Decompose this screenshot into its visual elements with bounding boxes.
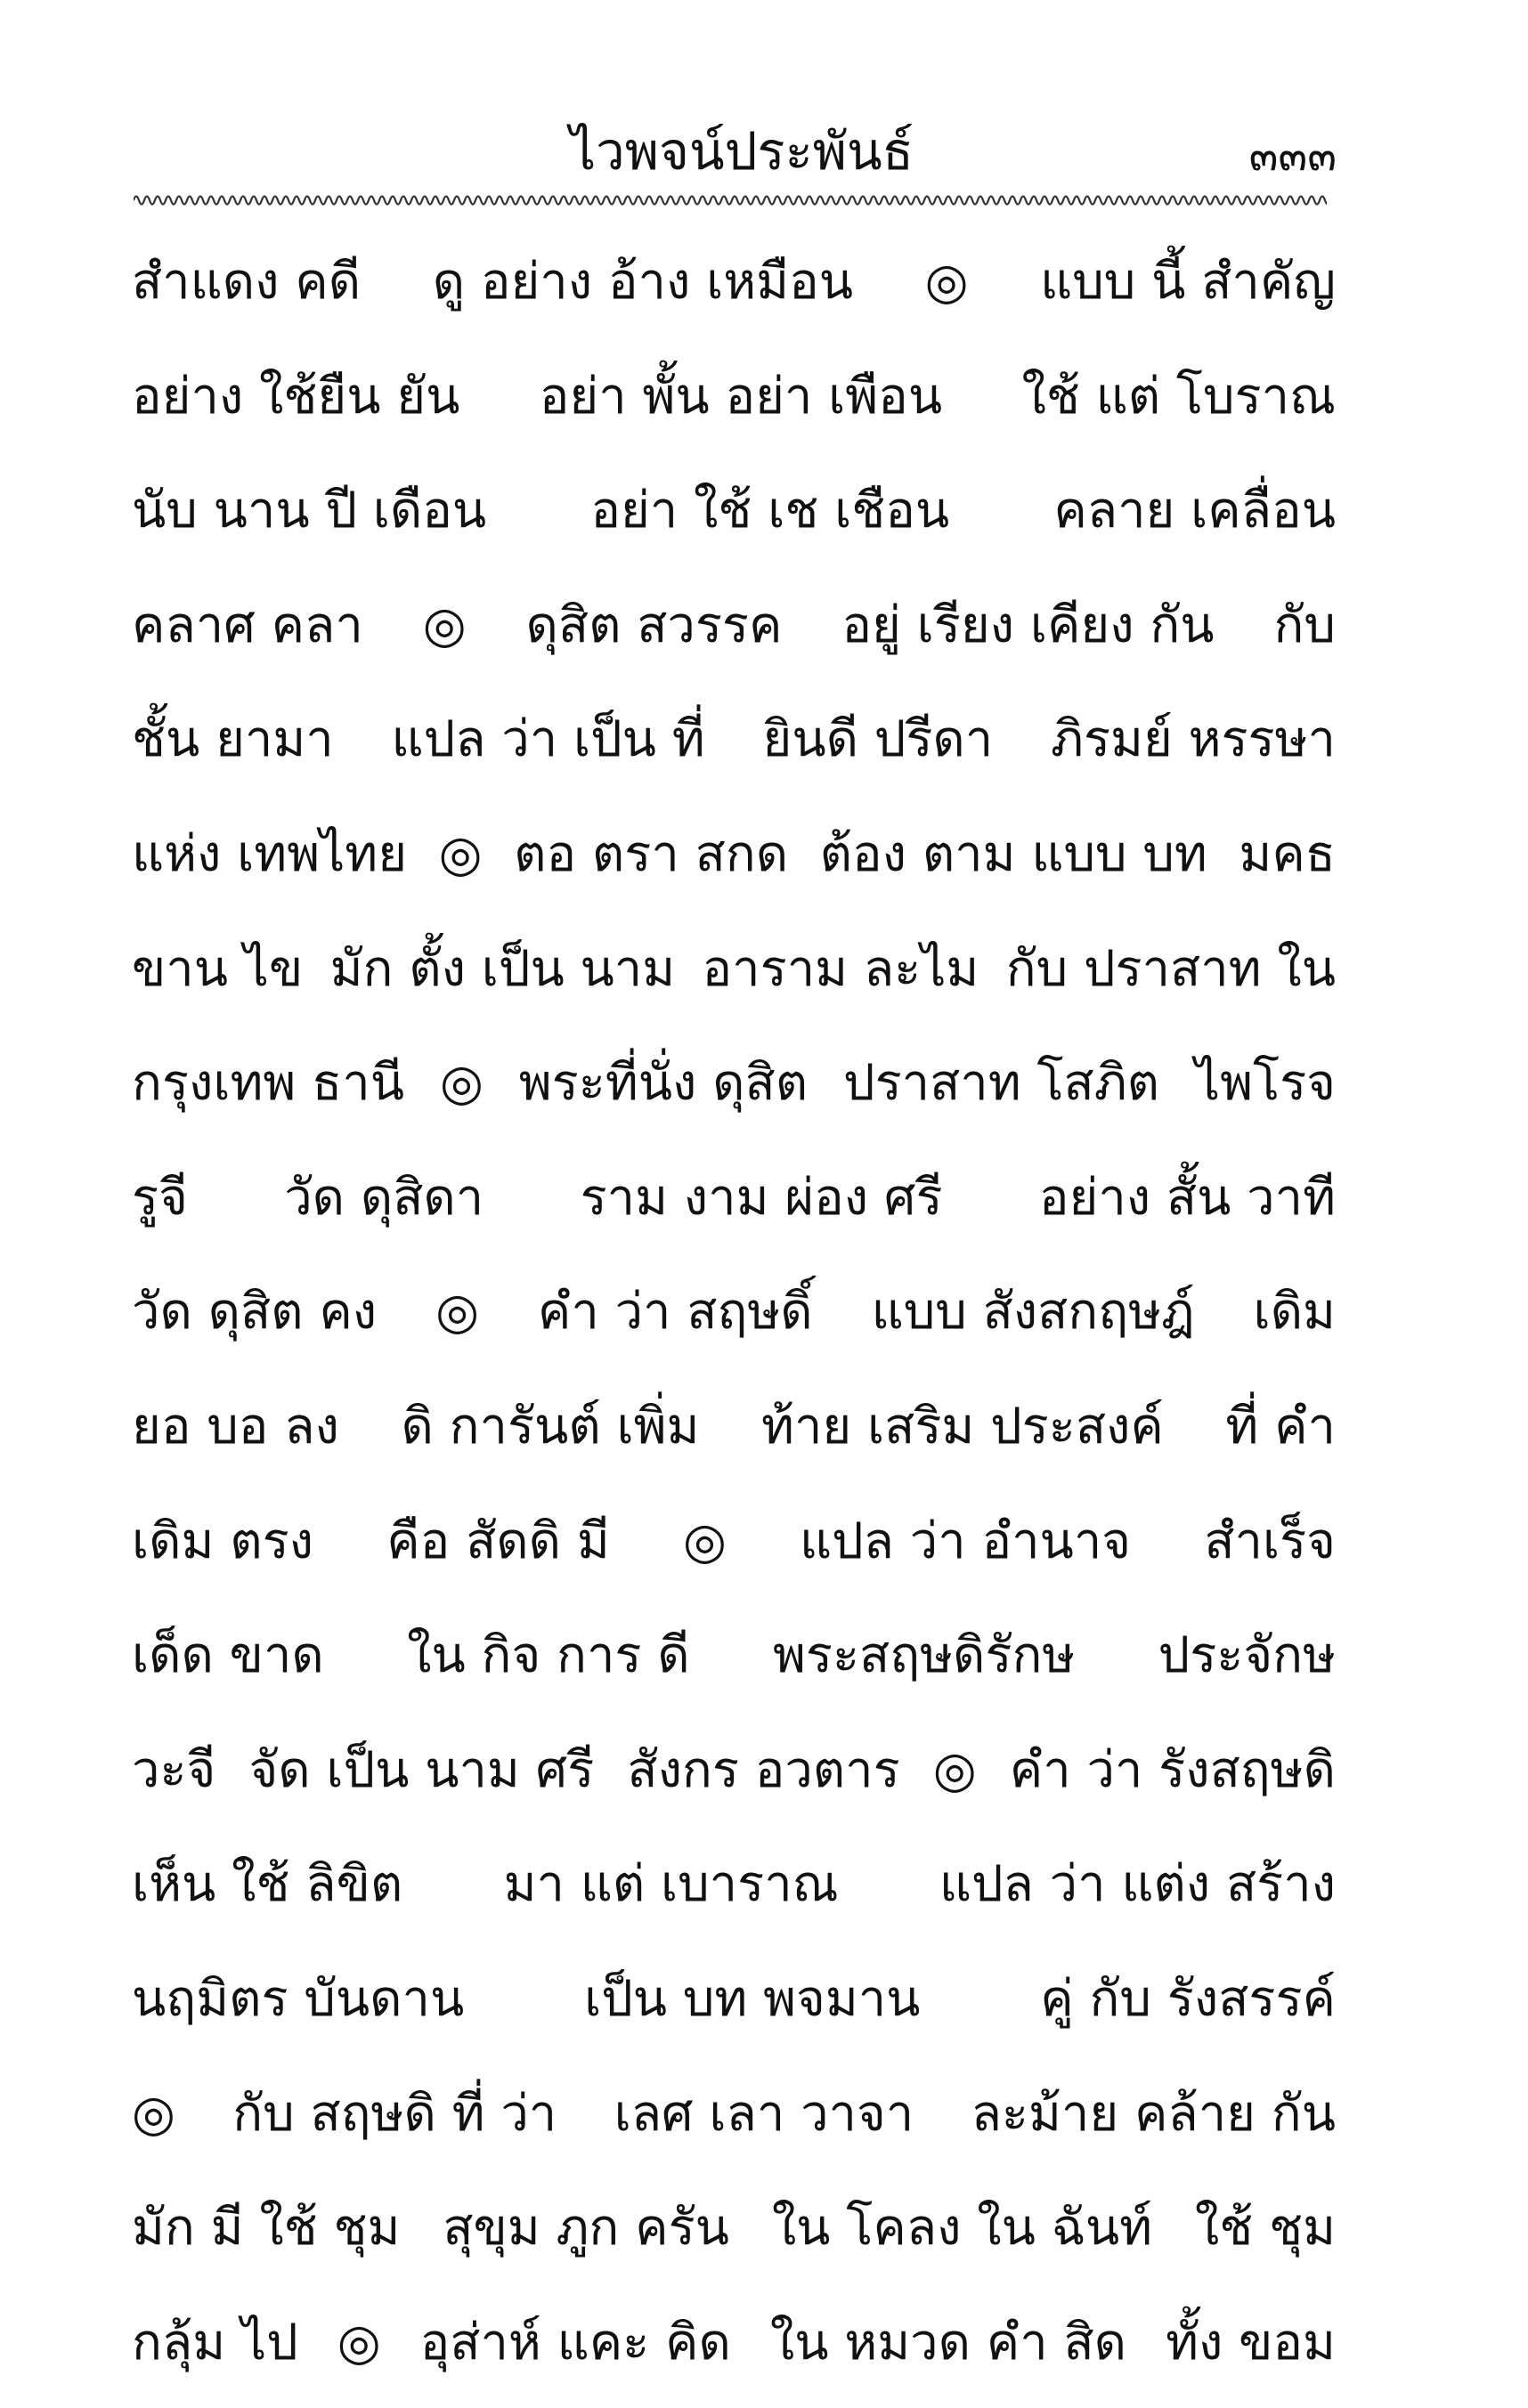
verse-segment: แบบ สังสกฤษฎ์ (871, 1283, 1195, 1342)
verse-segment: ท้าย เสริม ประสงค์ (761, 1397, 1164, 1455)
verse-segment: วะจี (132, 1740, 216, 1799)
verse-segment: แปล ว่า เป็น ที่ (391, 710, 705, 769)
verse-segment: นับ นาน ปี เดือน (132, 482, 487, 540)
verse-line (132, 691, 1336, 806)
verse-segment: ดู อย่าง อ้าง เหมือน (432, 253, 853, 311)
verse-line (132, 1034, 1336, 1149)
verse-line (132, 1263, 1336, 1378)
verse-segment: กับ ปราสาท ใน (1005, 939, 1336, 998)
page-number: ๓๓๓ (1248, 131, 1337, 181)
verse-line (132, 1950, 1336, 2065)
verse-line (132, 348, 1336, 463)
verse-segment: แบบ นี้ สำคัญ (1040, 253, 1336, 311)
verse-segment: วัด ดุสิดา (284, 1168, 484, 1227)
wavy-rule-divider (134, 189, 1327, 212)
verse-segment: ตอ ตรา สกด (514, 824, 789, 883)
verse-segment: ดุสิต สวรรค (525, 596, 783, 654)
verse-segment: ใน กิจ การ ดี (407, 1626, 690, 1685)
verse-segment: คลาศ คลา (132, 596, 363, 654)
running-title: ไวพจน์ประพันธ์ (570, 121, 914, 182)
verse-segment: กับ (1273, 596, 1336, 654)
verse-segment: ทั้ง ขอม (1166, 2313, 1336, 2372)
verse-line (132, 1607, 1336, 1722)
verse-segment: แปล ว่า อำนาจ (800, 1512, 1132, 1570)
verse-segment: ขาน ไข (132, 939, 304, 998)
ornament-bullet: ◎ (422, 596, 467, 654)
verse-line (132, 233, 1336, 348)
verse-line (132, 1149, 1336, 1264)
verse-segment: สำเร็จ (1204, 1512, 1336, 1570)
verse-segment: อุส่าห์ แคะ คิด (419, 2313, 731, 2372)
verse-segment: เดิม (1253, 1283, 1336, 1342)
verse-line (132, 2065, 1336, 2180)
verse-line (132, 577, 1336, 692)
verse-segment: สำแดง คดี (132, 253, 362, 311)
verse-segment: ราม งาม ผ่อง ศรี (580, 1168, 943, 1227)
verse-segment: ใน โคลง ใน ฉันท์ (771, 2199, 1153, 2258)
verse-segment: อยู่ เรียง เคียง กัน (841, 596, 1215, 654)
verse-segment: ไพโรจ (1194, 1054, 1336, 1113)
verse-segment: วัด ดุสิต คง (132, 1283, 378, 1342)
verse-segment: เดิม ตรง (132, 1512, 314, 1570)
verse-segment: อย่า พั้น อย่า เพือน (539, 367, 943, 426)
ornament-bullet: ◎ (337, 2313, 381, 2372)
verse-segment: นฤมิตร บันดาน (132, 1969, 465, 2028)
verse-segment: คำ ว่า สฤษดิ์ (537, 1283, 813, 1342)
verse-segment: ที่ คำ (1225, 1397, 1336, 1455)
verse-segment: เห็น ใช้ ลิขิต (132, 1855, 403, 1914)
verse-segment: คือ สัดดิ มี (386, 1512, 610, 1570)
verse-segment: มัก ตั้ง เป็น นาม (329, 939, 676, 998)
verse-segment: ภิรมย์ หรรษา (1051, 710, 1336, 769)
verse-segment: อย่า ใช้ เช เชือน (590, 482, 950, 540)
ornament-bullet: ◎ (932, 1740, 977, 1799)
verse-segment: เลศ เลา วาจา (614, 2084, 914, 2143)
verse-segment: ยินดี ปรีดา (762, 710, 994, 769)
ornament-bullet: ◎ (438, 824, 483, 883)
verse-segment: ดิ การันต์ เพิ่ม (401, 1397, 700, 1455)
verse-segment: คู่ กับ รังสรรค์ (1040, 1969, 1336, 2028)
verse-segment: อาราม ละไม (702, 939, 979, 998)
verse-line (132, 1493, 1336, 1608)
verse-segment: สุขุม ภูก ครัน (443, 2199, 729, 2258)
page-header (0, 93, 1528, 191)
verse-segment: ปราสาท โสภิต (843, 1054, 1159, 1113)
ornament-bullet: ◎ (924, 253, 969, 311)
ornament-bullet: ◎ (439, 1054, 484, 1113)
verse-segment: เป็น บท พจมาน (584, 1969, 921, 2028)
verse-segment: เด็ด ขาด (132, 1626, 324, 1685)
verse-segment: ใช้ แต่ โบราณ (1021, 367, 1336, 426)
verse-segment: มัก มี ใช้ ชุม (132, 2199, 401, 2258)
ornament-bullet: ◎ (682, 1512, 727, 1570)
verse-segment: คำ ว่า รังสฤษดิ (1009, 1740, 1336, 1799)
verse-line (132, 1836, 1336, 1950)
verse-segment: แปล ว่า แต่ง สร้าง (939, 1855, 1336, 1914)
verse-segment: สังกร อวตาร (627, 1740, 900, 1799)
verse-segment: ประจักษ (1158, 1626, 1336, 1685)
verse-segment: มคธ (1239, 824, 1336, 883)
verse-segment: คลาย เคลื่อน (1053, 482, 1336, 540)
verse-line (132, 1378, 1336, 1493)
verse-segment: อย่าง ใช้ยืน ยัน (132, 367, 460, 426)
verse-segment: พระที่นั่ง ดุสิต (518, 1054, 809, 1113)
verse-line (132, 2179, 1336, 2294)
verse-segment: กลุ้ม ไป (132, 2313, 298, 2372)
verse-line (132, 2294, 1336, 2408)
verse-segment: มา แต่ เบาราณ (503, 1855, 839, 1914)
verse-segment: อย่าง สั้น วาที (1038, 1168, 1336, 1227)
verse-segment: แห่ง เทพไทย (132, 824, 408, 883)
verse-line (132, 806, 1336, 920)
ornament-bullet: ◎ (132, 2084, 175, 2143)
verse-segment: ใน หมวด คำ สิด (769, 2313, 1127, 2372)
verse-segment: กับ สฤษดิ ที่ ว่า (232, 2084, 557, 2143)
verse-segment: ละม้าย คล้าย กัน (971, 2084, 1336, 2143)
verse-segment: ยอ บอ ลง (132, 1397, 339, 1455)
verse-segment: ต้อง ตาม แบบ บท (819, 824, 1207, 883)
verse-segment: พระสฤษดิรักษ (772, 1626, 1076, 1685)
verse-segment: ชั้น ยามา (132, 710, 334, 769)
verse-segment: จัด เป็น นาม ศรี (248, 1740, 595, 1799)
verse-segment: รูจี (132, 1168, 188, 1227)
verse-body (132, 233, 1336, 2408)
verse-segment: ใช้ ชุม (1194, 2199, 1336, 2258)
ornament-bullet: ◎ (435, 1283, 479, 1342)
verse-line (132, 1722, 1336, 1836)
verse-line (132, 920, 1336, 1035)
verse-line (132, 462, 1336, 577)
verse-segment: กรุงเทพ ธานี (132, 1054, 405, 1113)
